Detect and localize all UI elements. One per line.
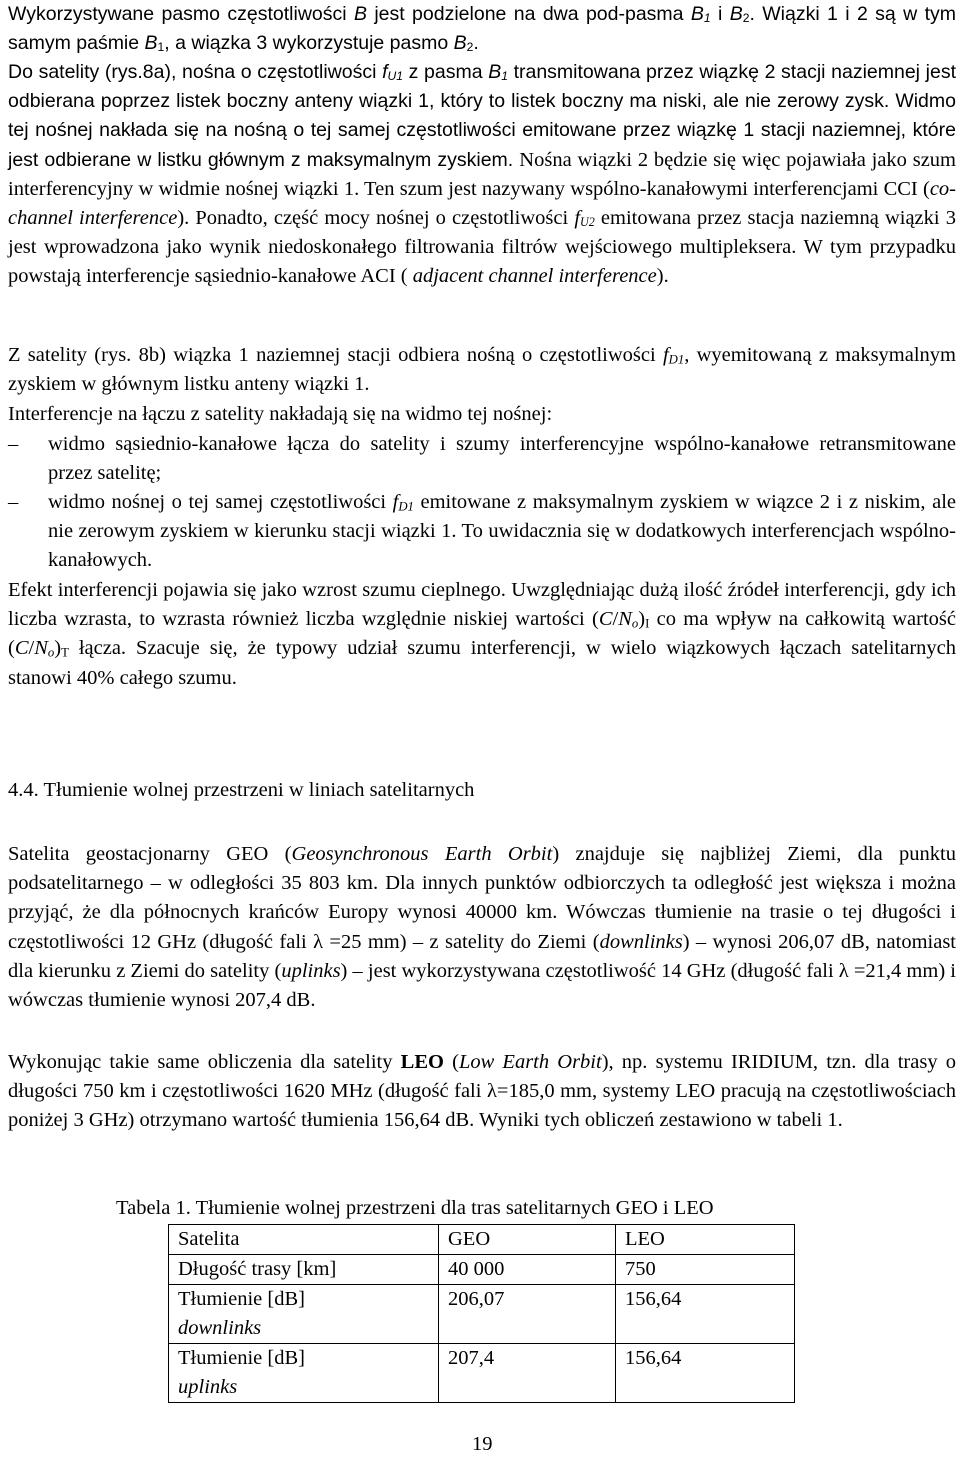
term-downlinks: downlinks — [599, 930, 683, 953]
list-item — [8, 488, 956, 576]
table-caption: Tabela 1. Tłumienie wolnej przestrzeni dla tras satelitarnych GEO i LEO — [116, 1197, 714, 1219]
text-run: , wyemitowaną z maksymalnym zyskiem w głównym listku anteny wiązki 1. — [8, 344, 956, 396]
dash-bullet: – — [8, 491, 19, 513]
symbol-b2: B — [729, 3, 743, 25]
section-heading: 4.4. Tłumienie wolnej przestrzeni w liniach satelitarnych — [8, 779, 475, 801]
row-label: Tłumienie [dB] — [178, 1347, 305, 1369]
text-run: Satelita geostacjonarny GEO ( — [8, 843, 292, 865]
attenuation-table — [168, 1224, 795, 1403]
term-leo: LEO — [400, 1051, 444, 1073]
term-cci: co-channel interference — [8, 177, 956, 230]
text-run: / — [28, 637, 35, 660]
symbol-b1: B — [690, 3, 704, 25]
text-run: ) znajduje się najbliżej Ziemi, dla punktu podsatelitarnego – w odległości 35 803 km. Dla innych punktów odbiorczych ta odległość jest większa i można przyjąć, że dla północnych krańców Europy wynosi 40000 km. Wówczas tłumienie na trasie o tej długości i częstotliwości 12 GHz (długość fali λ =25 mm) – z satelity do Ziemi ( — [8, 843, 956, 953]
table-row — [169, 1255, 795, 1285]
text-run: ) — [638, 608, 646, 631]
text-run: transmitowana przez wiązkę 2 stacji naziemnej jest odbierana poprzez listek boczny anteny wiązki 1, który to listek boczny ma niski, ale nie zerowy zysk. Widmo tej nośnej nakłada się na nośną o tej samej częstotliwości emitowane przez wiązkę 1 stacji naziemnej, które jest odbierane w listku głównym z maksymalnym zyskiem. — [8, 61, 956, 171]
table-cell — [169, 1285, 439, 1344]
table-cell: 206,07 — [439, 1285, 616, 1344]
symbol-b: B — [488, 61, 502, 83]
text-run: jest podzielone na dwa pod-pasma — [366, 3, 691, 25]
paragraph-list-intro: Interferencje na łączu z satelity nakładają się na widmo tej nośnej: — [8, 403, 553, 425]
text-run: . — [473, 32, 479, 55]
paragraph-bands — [8, 0, 956, 58]
subscript: 1 — [703, 11, 711, 26]
row-sublabel: uplinks — [178, 1376, 238, 1398]
symbol-b2: B — [453, 32, 467, 55]
text-run: , a wiązka 3 wykorzystuje pasmo — [164, 32, 454, 55]
subscript: 2 — [466, 40, 474, 55]
table-cell: 156,64 — [616, 1344, 795, 1403]
symbol-f: f — [662, 344, 669, 366]
text-run: ). Ponadto, część mocy nośnej o częstotliwości — [177, 207, 575, 230]
paragraph-uplink-interference — [8, 58, 956, 292]
table-row — [169, 1285, 795, 1344]
text-run: ), np. systemu IRIDIUM, tzn. dla trasy o długości 750 km i częstotliwości 1620 MHz (długość fali λ=185,0 mm, systemy LEO pracują na częstotliwościach poniżej 3 GHz) otrzymano wartość tłumienia 156,64 dB. Wyniki tych obliczeń zestawiono w tabeli 1. — [8, 1051, 956, 1132]
table-cell: 207,4 — [439, 1344, 616, 1403]
subscript: o — [47, 645, 55, 660]
text-run: co ma wpływ na całkowitą wartość ( — [8, 608, 956, 660]
list-item-text: widmo sąsiednio-kanałowe łącza do satelity i szumy interferencyjne wspólno-kanałowe retransmitowane przez satelitę; — [48, 433, 956, 485]
table-cell — [169, 1344, 439, 1403]
term-aci: adjacent channel interference — [412, 265, 657, 288]
symbol-f: f — [574, 207, 581, 230]
table-header-row — [169, 1225, 795, 1255]
table-header-cell: GEO — [439, 1225, 616, 1255]
subscript: U1 — [387, 69, 403, 84]
text-run: Z satelity (rys. 8b) wiązka 1 naziemnej stacji odbiera nośną o częstotliwości — [8, 344, 663, 366]
text-run: łącza. Szacuje się, że typowy udział szumu interferencji, w wielo wiązkowych łączach satelitarnych stanowi 40% całego szumu. — [8, 637, 956, 689]
dash-bullet: – — [8, 433, 19, 455]
text-run: Nośna wiązki 2 będzie się więc pojawiała jako szum interferencyjny w widmie nośnej wiązki 1. Ten szum jest nazywany wspólno-kanałowymi interferencjami CCI ( — [8, 148, 956, 200]
page-number: 19 — [472, 1433, 493, 1455]
subscript: 1 — [157, 40, 165, 55]
symbol-f: f — [392, 491, 399, 513]
table-cell: 40 000 — [439, 1255, 616, 1285]
paragraph-noise-effect — [8, 576, 956, 693]
text-run: ) — [54, 637, 62, 660]
symbol-n: N — [34, 637, 48, 660]
text-run: Do satelity (rys.8a), nośna o częstotliwości — [8, 61, 383, 83]
paragraph-downlink — [8, 341, 956, 399]
paragraph-geo — [8, 840, 956, 1015]
table-row — [169, 1344, 795, 1403]
text-run: emitowane z maksymalnym zyskiem w wiązce 2 i z niskim, ale nie zerowym zyskiem w kierunku stacji wiązki 1. To uwidacznia się w dodatkowych interferencjach wspólno-kanałowych. — [48, 491, 956, 572]
subscript: U2 — [580, 215, 595, 230]
term-uplinks: uplinks — [281, 959, 341, 982]
text-run: ) – jest wykorzystywana częstotliwość 14 GHz (długość fali λ =21,4 mm) i wówczas tłumienie wynosi 207,4 dB. — [8, 959, 956, 1012]
text-run: ). — [656, 265, 669, 288]
subscript: D1 — [398, 499, 414, 514]
text-run: Wykonując takie same obliczenia dla satelity — [8, 1051, 401, 1073]
symbol-f: f — [382, 61, 388, 83]
symbol-b1: B — [144, 32, 158, 55]
term-leo-full: Low Earth Orbit — [458, 1051, 602, 1073]
table-header-cell: Satelita — [169, 1225, 439, 1255]
table-cell: Długość trasy [km] — [169, 1255, 439, 1285]
subscript: D1 — [668, 352, 685, 367]
list-item — [8, 430, 956, 488]
table-header-cell: LEO — [616, 1225, 795, 1255]
subscript: o — [631, 616, 639, 631]
text-run: ) – wynosi 206,07 dB, natomiast dla kierunku z Ziemi do satelity ( — [8, 930, 956, 982]
paragraph-leo — [8, 1048, 956, 1136]
text-run: widmo nośnej o tej samej częstotliwości — [48, 491, 393, 513]
table-cell: 156,64 — [616, 1285, 795, 1344]
subscript: 1 — [501, 69, 508, 84]
list-item-text — [48, 488, 956, 576]
text-run: Efekt interferencji pojawia się jako wzrost szumu cieplnego. Uwzględniając dużą ilość źródeł interferencji, gdy ich liczba wzrasta, to wzrasta również liczba względnie niskiej wartości ( — [8, 579, 956, 631]
symbol-b: B — [353, 3, 367, 25]
subscript: I — [645, 616, 650, 631]
symbol-c: C — [598, 608, 613, 631]
text-run: emitowana przez stacja naziemną wiązki 3 jest wprowadzona jako wynik niedoskonałego filtrowania filtrów wejściowego multipleksera. W tym przypadku powstają interferencje sąsiednio-kanałowe ACI ( — [8, 207, 956, 288]
term-geo: Geosynchronous Earth Orbit — [291, 843, 553, 865]
symbol-n: N — [618, 608, 632, 631]
table-cell: 750 — [616, 1255, 795, 1285]
row-sublabel: downlinks — [178, 1317, 262, 1339]
text-run: Wykorzystywane pasmo częstotliwości — [8, 3, 354, 25]
subscript: T — [61, 645, 69, 660]
text-run: ( — [443, 1051, 459, 1073]
symbol-c: C — [14, 637, 29, 660]
text-run: z pasma — [403, 61, 489, 83]
text-run: i — [710, 3, 730, 25]
row-label: Tłumienie [dB] — [178, 1288, 305, 1310]
text-run: . Wiązki 1 i 2 są w tym samym paśmie — [8, 3, 956, 55]
subscript: 2 — [742, 11, 750, 26]
text-run: / — [612, 608, 619, 631]
